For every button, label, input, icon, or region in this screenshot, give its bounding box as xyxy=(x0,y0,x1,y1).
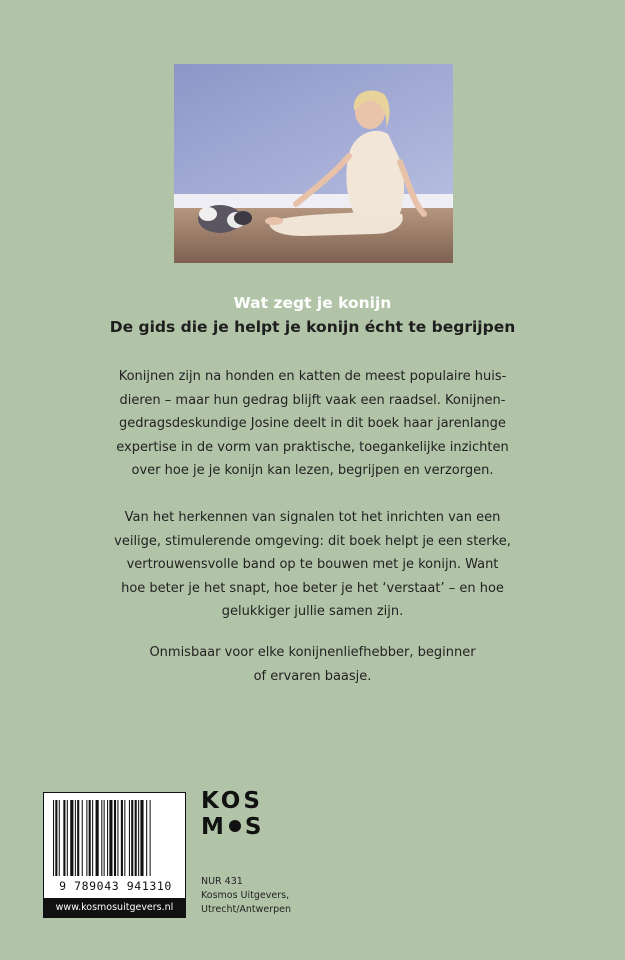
publisher-info xyxy=(201,875,291,917)
blurb-line: of ervaren baasje. xyxy=(253,668,372,684)
publisher-name: Kosmos Uitgevers, xyxy=(201,890,290,901)
blurb-line: hoe beter je het snapt, hoe beter je het ‘verstaat’ – en hoe xyxy=(121,580,504,596)
logo-letter-m: M xyxy=(201,814,227,840)
logo-dot-icon xyxy=(229,820,241,832)
barcode-block xyxy=(43,792,186,918)
blurb-line: veilige, stimulerende omgeving: dit boek helpt je een sterke, xyxy=(114,533,511,549)
blurb-line: Konijnen zijn na honden en katten de meest populaire huis- xyxy=(118,369,507,384)
blurb-line: gelukkiger jullie samen zijn. xyxy=(221,604,404,619)
blurb-paragraph-3 xyxy=(80,641,545,688)
isbn-number: 9 789043 941310 xyxy=(59,879,172,893)
logo-line-1: KOS xyxy=(201,788,263,814)
publisher-location: Utrecht/Antwerpen xyxy=(201,904,292,915)
blurb-line: Van het herkennen van signalen tot het inrichten van een xyxy=(124,510,501,525)
logo-line-2 xyxy=(201,814,271,840)
blurb-line: vertrouwensvolle band op te bouwen met je konijn. Want xyxy=(126,557,499,572)
blurb-line: expertise in de vorm van praktische, toegankelijke inzichten xyxy=(116,439,509,455)
book-subtitle: De gids die je helpt je konijn écht te begrijpen xyxy=(109,318,516,336)
blurb-line: dieren – maar hun gedrag blijft vaak een raadsel. Konijnen- xyxy=(119,392,506,408)
barcode-icon xyxy=(51,800,180,878)
blurb-paragraph-2 xyxy=(80,506,545,624)
publisher-website: www.kosmosuitgevers.nl xyxy=(43,898,186,918)
cover-photo xyxy=(174,64,453,263)
blurb-line: over hoe je je konijn kan lezen, begrijpen en verzorgen. xyxy=(131,463,494,478)
nur-code: NUR 431 xyxy=(201,876,243,887)
blurb-line: Onmisbaar voor elke konijnenliefhebber, beginner xyxy=(149,645,476,660)
blurb-line: gedragsdeskundige Josine deelt in dit boek haar jarenlange xyxy=(119,416,506,431)
blurb-paragraph-1 xyxy=(80,365,545,483)
logo-letter-s: S xyxy=(244,814,265,840)
kosmos-logo xyxy=(201,788,271,840)
book-title: Wat zegt je konijn xyxy=(233,294,392,312)
